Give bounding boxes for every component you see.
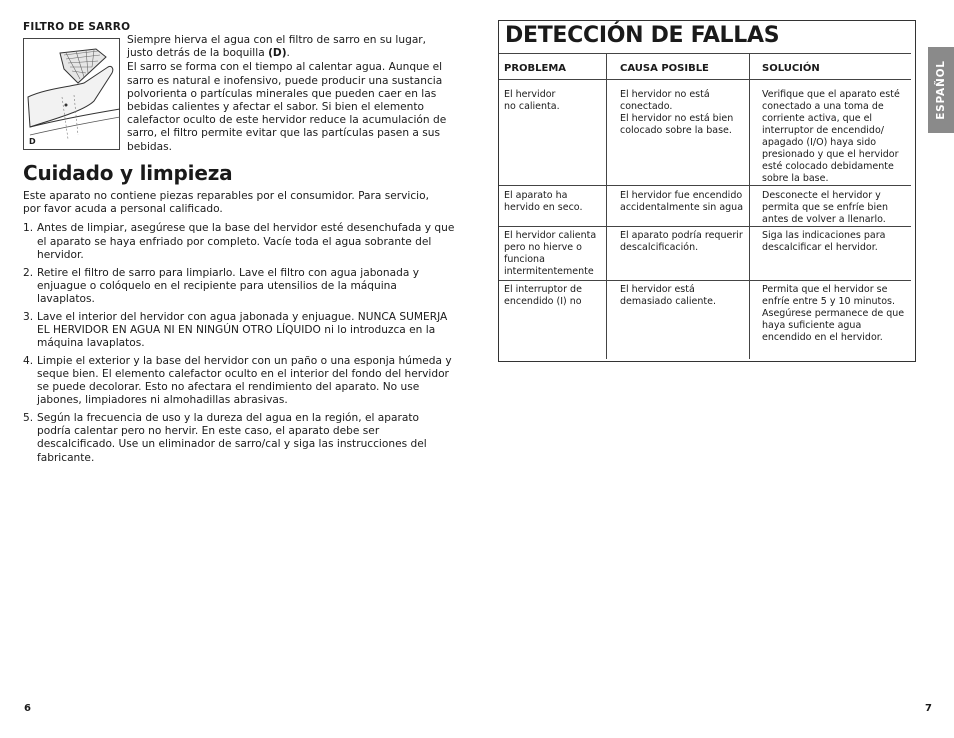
filter-paragraph-2: El sarro se forma con el tiempo al calentar agua. Aunque el sarro es natural e inofensivo, puede producir una sustancia polvorienta o partículas minerales que pueden caer en las bebidas calientes y afectar el sabor. Si bien el elemento calefactor oculto de este hervidor reduce la acumulación de sarro, el filtro permite evitar que las partículas pasen a sus bebidas. — [127, 61, 447, 153]
cell-problema: El aparato ha hervido en seco. — [504, 190, 583, 213]
language-tab-label: ESPAÑOL — [935, 60, 947, 120]
cell-solucion: Desconecte el hervidor y permita que se enfríe bien antes de volver a llenarlo. — [762, 190, 888, 225]
cell-problema: El interruptor de encendido (I) no — [504, 284, 582, 307]
step-number: 3. — [23, 310, 34, 323]
filter-section — [23, 34, 455, 160]
step-text: Lave el interior del hervidor con agua jabonada y enjuague. NUNCA SUMERJA EL HERVIDOR EN AGUA NI EN NINGÚN OTRO LÍQUIDO ni lo introduzca en la máquina lavaplatos. — [37, 310, 448, 350]
care-intro: Este aparato no contiene piezas reparables por el consumidor. Para servicio, por favor acuda a personal calificado. — [23, 190, 429, 216]
header-solucion: SOLUCIÓN — [762, 63, 820, 74]
step-number: 1. — [23, 222, 34, 235]
header-causa: CAUSA POSIBLE — [620, 63, 709, 74]
kettle-filter-illustration — [23, 38, 120, 150]
table-row — [499, 281, 911, 359]
care-title: Cuidado y limpieza — [23, 161, 233, 185]
cell-solucion: Permita que el hervidor se enfríe entre 5 y 10 minutos. Asegúrese permanece de que haya suficiente agua encendido en el hervidor. — [762, 284, 905, 343]
filter-p1-text: Siempre hierva el agua con el filtro de sarro en su lugar, justo detrás de la boquilla — [127, 34, 427, 60]
filter-paragraph-1 — [127, 34, 455, 60]
header-problema: PROBLEMA — [504, 63, 567, 74]
kettle-spout-icon — [24, 39, 121, 151]
care-step — [23, 355, 455, 408]
cell-causa: El hervidor no está conectado. El hervidor no está bien colocado sobre la base. — [620, 89, 734, 136]
care-steps — [23, 222, 455, 464]
filter-heading: FILTRO DE SARRO — [23, 21, 131, 33]
cell-causa: El hervidor está demasiado caliente. — [620, 284, 717, 307]
filter-p1-end: . — [286, 47, 290, 60]
care-step — [23, 412, 455, 465]
language-tab — [928, 47, 954, 133]
filter-p1-ref: (D) — [268, 47, 287, 60]
step-text: Retire el filtro de sarro para limpiarlo. Lave el filtro con agua jabonada y enjuague o colóquelo en el recipiente para utensilios de la máquina lavaplatos. — [37, 266, 419, 305]
page-number-left: 6 — [24, 703, 31, 714]
troubleshooting-table — [498, 20, 916, 362]
step-number: 2. — [23, 266, 34, 279]
filter-description — [127, 34, 455, 155]
cell-causa: El aparato podría requerir descalcificación. — [620, 230, 743, 253]
step-text: Según la frecuencia de uso y la dureza del agua en la región, el aparato podría calentar pero no hervir. En este caso, el aparato debe ser descalcificado. Use un eliminador de sarro/cal y siga las instrucciones del fabricante. — [37, 412, 427, 464]
care-step — [23, 222, 455, 262]
cell-problema: El hervidor calienta pero no hierve o funciona intermitentemente — [504, 230, 597, 277]
step-text: Antes de limpiar, asegúrese que la base del hervidor esté desenchufada y que el aparato se haya enfriado por completo. Vacíe toda el agua sobrante del hervidor. — [37, 222, 455, 261]
figure-label-d: D — [29, 137, 36, 146]
title-divider — [499, 53, 911, 54]
troubleshooting-title: DETECCIÓN DE FALLAS — [505, 23, 780, 48]
care-step — [23, 267, 455, 307]
left-page — [23, 21, 455, 469]
step-text: Limpie el exterior y la base del hervidor con un paño o una esponja húmeda y seque bien. El elemento calefactor oculto en el interior del fondo del hervidor se puede decolorar. Esto no afectara el rendimiento del aparato. No use jabones, limpiadores ni almohadillas abrasivas. — [37, 354, 452, 407]
care-step — [23, 311, 455, 351]
step-number: 4. — [23, 354, 34, 367]
page-number-right: 7 — [925, 703, 932, 714]
cell-solucion: Verifique que el aparato esté conectado a una toma de corriente activa, que el interruptor de encendido/ apagado (I/O) haya sido presionado y que el hervidor esté colocado debidamente sobre la base. — [762, 89, 900, 184]
table-row — [499, 79, 911, 186]
step-number: 5. — [23, 412, 34, 425]
table-row — [499, 186, 911, 227]
cell-causa: El hervidor fue encendido accidentalmente sin agua — [620, 190, 744, 213]
table-row — [499, 227, 911, 281]
cell-problema: El hervidor no calienta. — [504, 89, 560, 112]
cell-solucion: Siga las indicaciones para descalcificar el hervidor. — [762, 230, 886, 253]
